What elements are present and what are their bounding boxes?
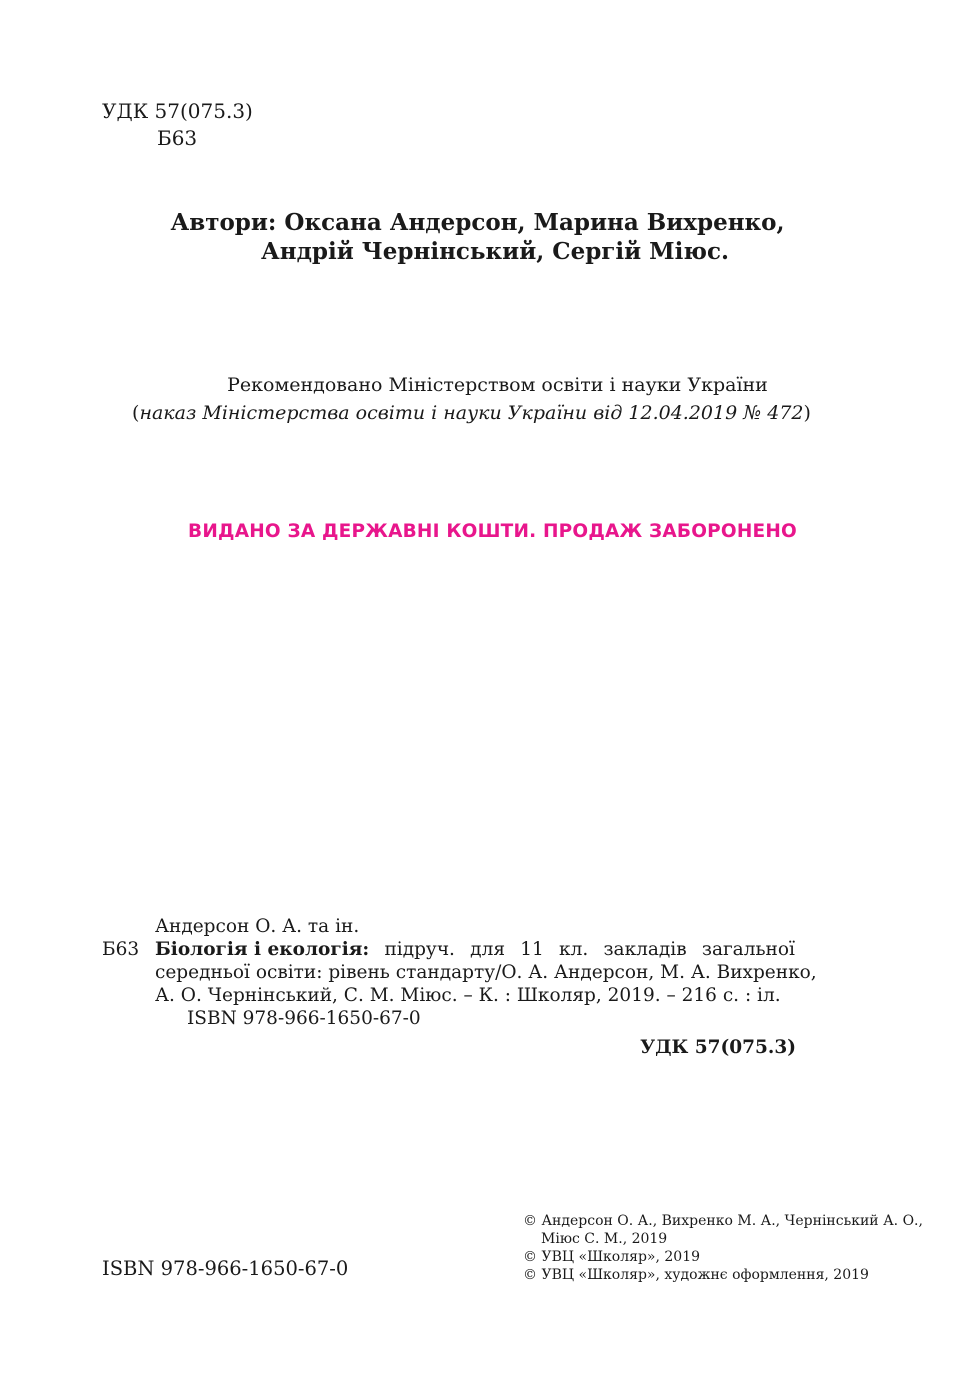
biblio-title-word: 11	[520, 939, 544, 960]
copyright-line-1: © Андерсон О. А., Вихренко М. А., Чернінський А. О.,	[523, 1213, 923, 1229]
biblio-author: Андерсон О. А. та ін.	[155, 916, 360, 937]
biblio-title-word: закладів	[603, 939, 687, 960]
copyright-line-2: Міюс С. М., 2019	[541, 1231, 668, 1247]
udk-line: УДК 57(075.3)	[102, 99, 253, 123]
udk-block-top	[102, 98, 253, 152]
paren-open: (	[132, 402, 140, 424]
authors-line-1: Автори: Оксана Андерсон, Марина Вихренко,	[170, 209, 785, 236]
biblio-line-2: середньої освіти: рівень стандарту/О. А. Андерсон, М. А. Вихренко,	[155, 962, 817, 983]
biblio-code: Б63	[102, 939, 140, 960]
biblio-title-word: кл.	[559, 939, 589, 960]
recommendation-block	[0, 371, 963, 427]
biblio-udk: УДК 57(075.3)	[640, 1037, 796, 1058]
biblio-title-row	[102, 938, 802, 961]
ministry-order-line	[0, 399, 963, 427]
copyright-block	[523, 1212, 923, 1284]
biblio-title: Біологія і екологія:	[155, 939, 370, 960]
biblio-isbn: ISBN 978-966-1650-67-0	[187, 1008, 421, 1029]
authors-line-2: Андрій Чернінський, Сергій Міюс.	[261, 238, 729, 265]
state-funded-notice: ВИДАНО ЗА ДЕРЖАВНІ КОШТИ. ПРОДАЖ ЗАБОРОНЕНО	[188, 521, 797, 542]
copyright-line-3: © УВЦ «Школяр», 2019	[523, 1249, 701, 1265]
biblio-line-3: А. О. Чернінський, С. М. Міюс. – К. : Школяр, 2019. – 216 с. : іл.	[155, 985, 781, 1006]
ministry-order: наказ Міністерства освіти і науки України від 12.04.2019 № 472	[139, 402, 804, 424]
authors-block	[0, 208, 963, 266]
recommendation-line: Рекомендовано Міністерством освіти і науки України	[227, 374, 768, 396]
isbn-bottom: ISBN 978-966-1650-67-0	[102, 1257, 349, 1280]
library-code: Б63	[157, 126, 198, 150]
biblio-title-line	[155, 938, 795, 961]
biblio-title-word: загальної	[701, 939, 795, 960]
copyright-line-4: © УВЦ «Школяр», художнє оформлення, 2019	[523, 1267, 869, 1283]
biblio-title-word: підруч.	[384, 939, 455, 960]
bibliographic-record	[102, 915, 817, 1059]
paren-close: )	[803, 402, 811, 424]
biblio-title-word: для	[470, 939, 505, 960]
